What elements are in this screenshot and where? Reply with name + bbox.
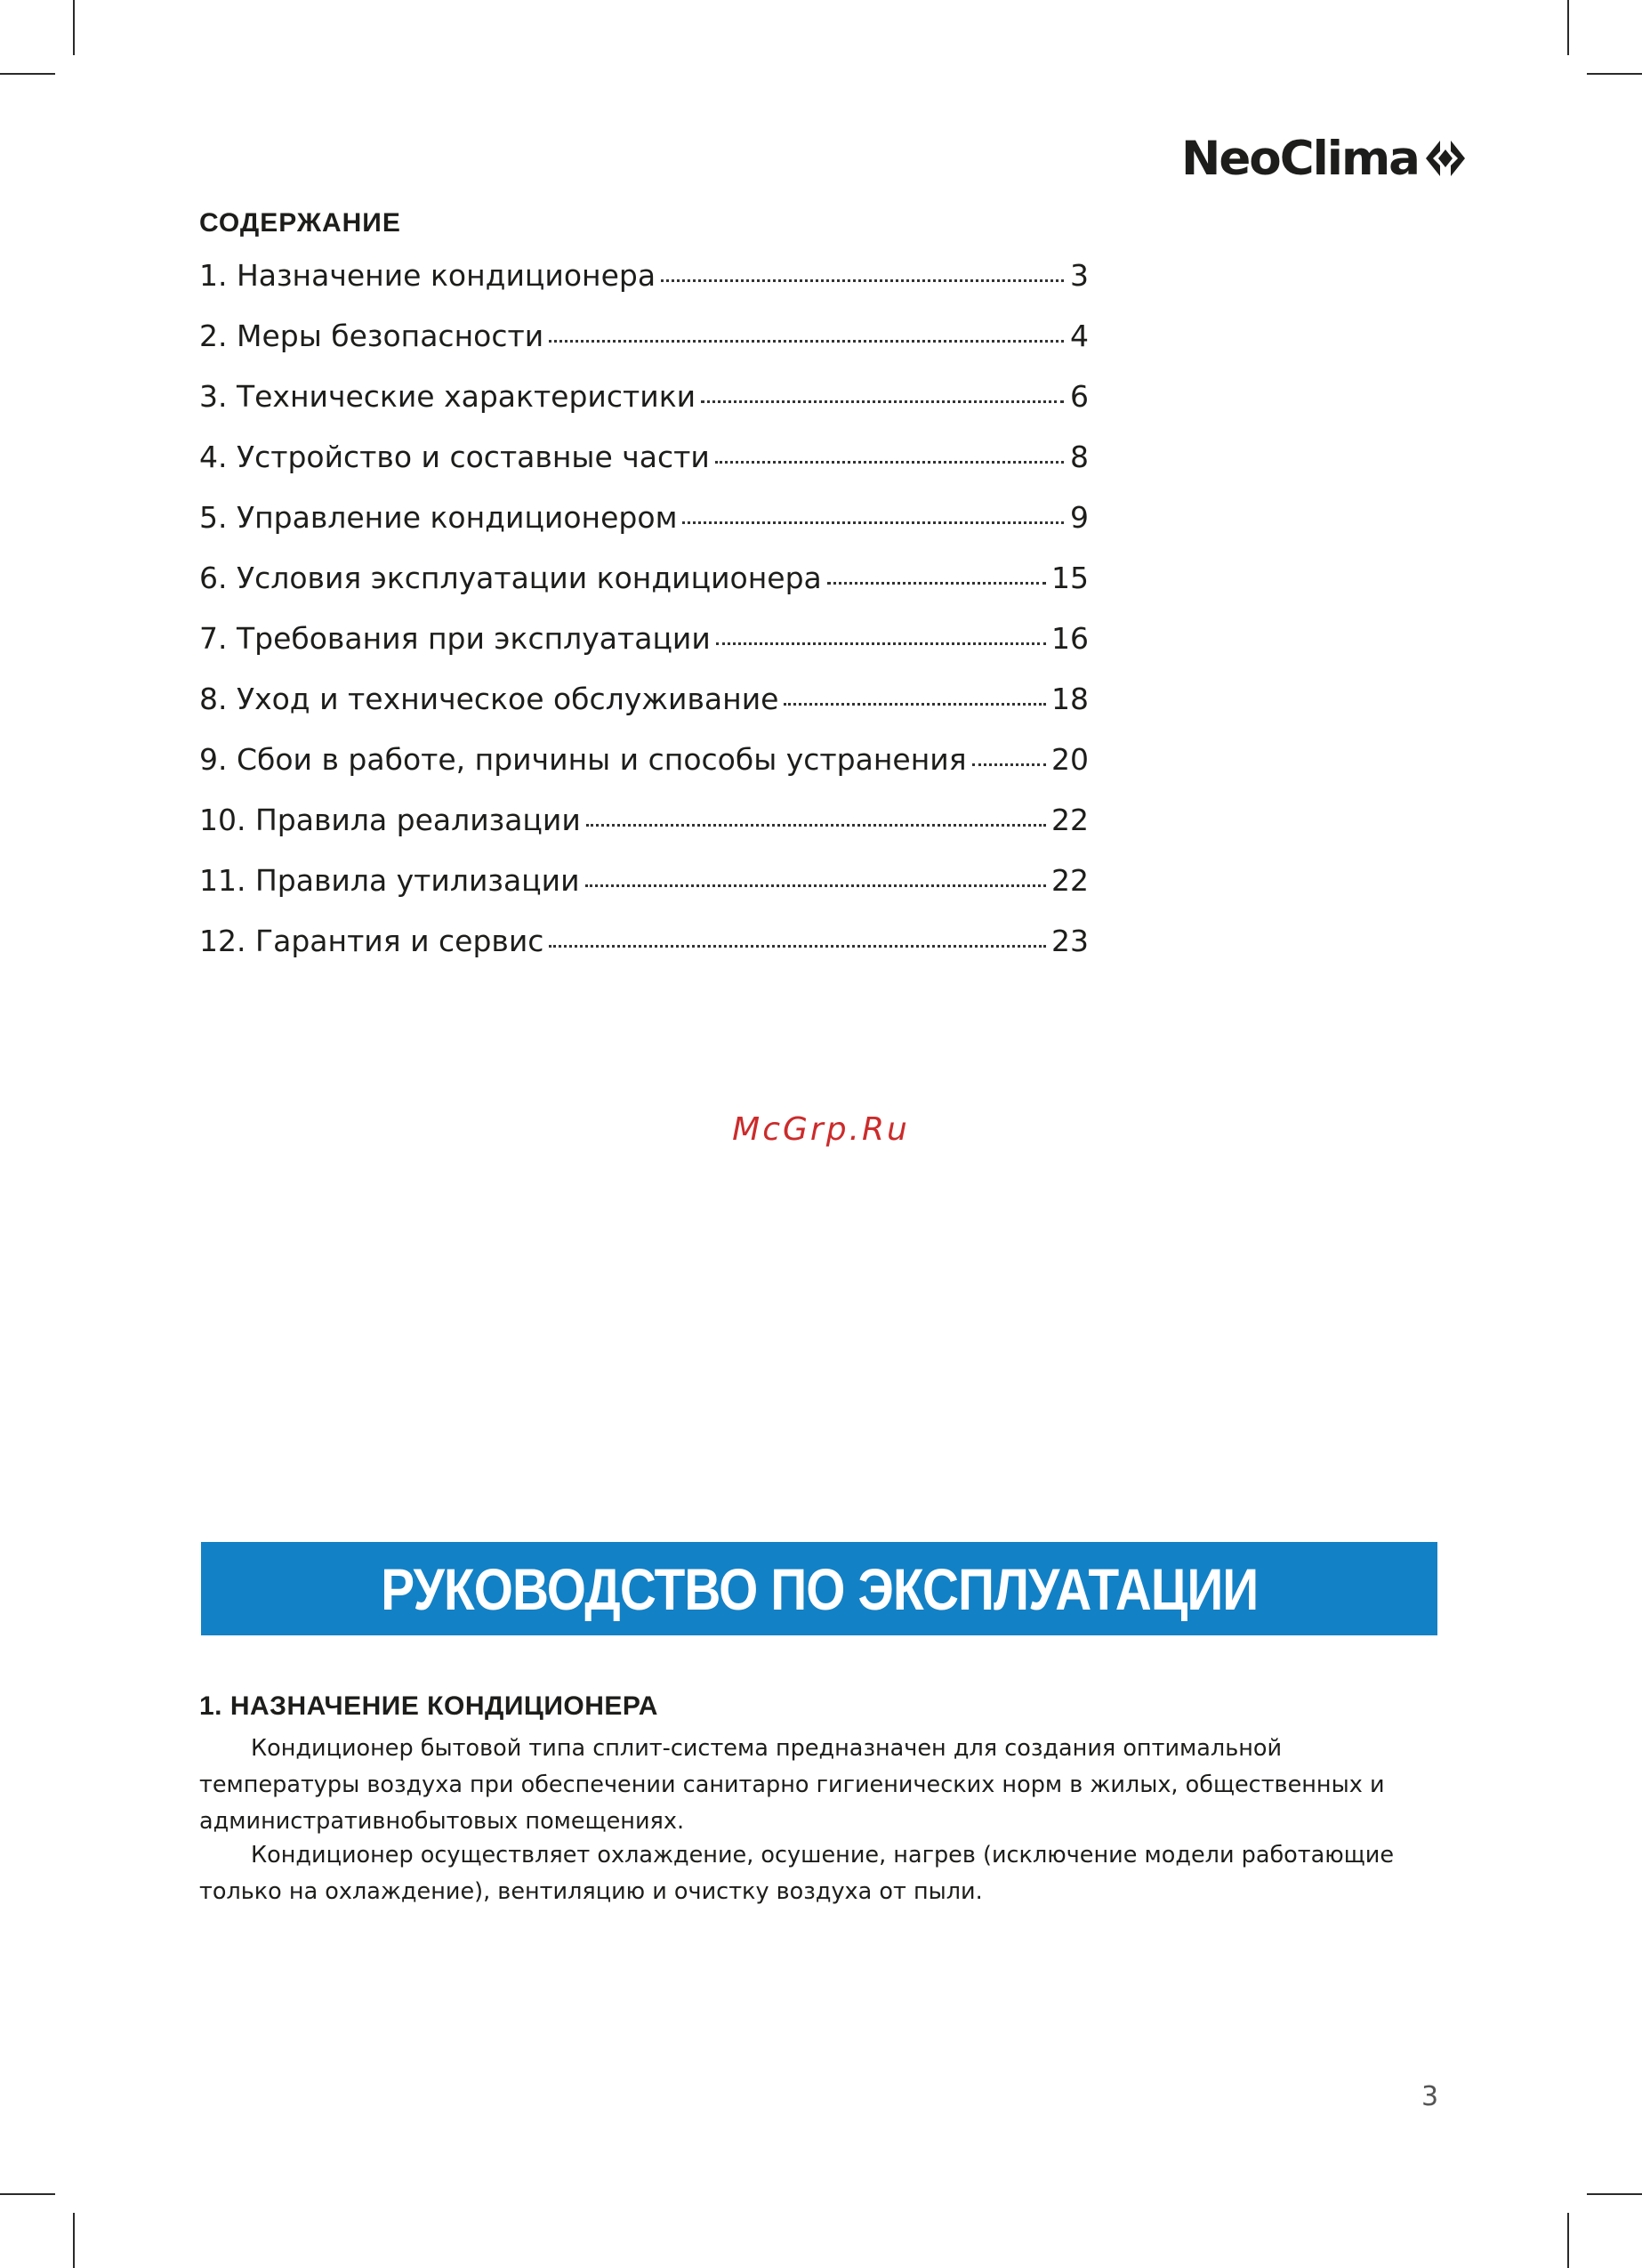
toc-leader-dots [585,884,1046,887]
toc-item[interactable] [199,500,1089,561]
toc-item-page: 8 [1070,440,1089,474]
toc-leader-dots [972,763,1046,766]
crop-mark-top-left [73,0,75,55]
toc-leader-dots [716,642,1046,645]
toc-item[interactable] [199,621,1089,682]
toc-item-title: 12. Гарантия и сервис [199,924,544,958]
toc-item[interactable] [199,682,1089,742]
section-banner [201,1542,1437,1635]
toc-item-page: 23 [1051,924,1089,958]
toc-item-page: 4 [1070,319,1089,353]
toc-item-title: 8. Уход и техническое обслуживание [199,682,779,716]
toc-item[interactable] [199,379,1089,440]
toc-item-title: 10. Правила реализации [199,803,581,837]
toc-item-page: 22 [1051,863,1089,898]
crop-mark-top-right [1567,0,1569,55]
toc-item[interactable] [199,863,1089,924]
banner-title: РУКОВОДСТВО ПО ЭКСПЛУАТАЦИИ [380,1555,1259,1622]
toc-item-title: 3. Технические характеристики [199,379,696,414]
toc-item[interactable] [199,258,1089,319]
crop-mark-bottom-right [1567,2213,1569,2268]
brand-logo [1181,132,1469,185]
toc-item-title: 7. Требования при эксплуатации [199,621,711,656]
toc-item[interactable] [199,440,1089,500]
table-of-contents [199,258,1089,984]
toc-item-title: 2. Меры безопасности [199,319,544,353]
toc-item-page: 9 [1070,500,1089,535]
toc-item-title: 9. Сбои в работе, причины и способы устранения [199,742,967,777]
crop-mark-bottom-left [73,2213,75,2268]
toc-leader-dots [682,521,1064,524]
toc-item-page: 20 [1051,742,1089,777]
toc-leader-dots [784,703,1046,706]
toc-leader-dots [661,279,1064,282]
section-paragraph-1: Кондиционер бытовой типа сплит-система предназначен для создания оптимальной температуры воздуха при обеспечении санитарно гигиенических норм в жилых, общественных и административнобытовых помещениях. [199,1735,1385,1835]
toc-heading: СОДЕРЖАНИЕ [199,208,401,238]
toc-leader-dots [549,945,1046,948]
toc-leader-dots [586,824,1046,827]
toc-item-page: 16 [1051,621,1089,656]
section-paragraph-2: Кондиционер осуществляет охлаждение, осушение, нагрев (исключение модели работающие только на охлаждение), вентиляцию и очистку воздуха от пыли. [199,1842,1395,1905]
crop-mark-bottom-right-h [1587,2193,1642,2195]
toc-item-title: 11. Правила утилизации [199,863,580,898]
neoclima-arrows-icon [1422,135,1469,182]
toc-item-title: 4. Устройство и составные части [199,440,710,474]
crop-mark-top-right-h [1587,73,1642,75]
toc-item-title: 1. Назначение кондиционера [199,258,656,293]
toc-leader-dots [549,340,1064,343]
toc-item[interactable] [199,561,1089,621]
toc-item-page: 3 [1070,258,1089,293]
crop-mark-bottom-left-h [0,2193,55,2195]
toc-item-page: 15 [1051,561,1089,595]
toc-item[interactable] [199,319,1089,379]
toc-item-title: 6. Условия эксплуатации кондиционера [199,561,822,595]
watermark: McGrp.Ru [732,1111,910,1148]
toc-item-page: 22 [1051,803,1089,837]
crop-mark-top-left-h [0,73,55,75]
toc-item[interactable] [199,924,1089,984]
toc-leader-dots [715,461,1064,464]
toc-item-page: 6 [1070,379,1089,414]
brand-name: NeoClima [1181,131,1419,186]
page-number: 3 [1421,2081,1439,2112]
toc-leader-dots [701,400,1064,403]
toc-item-page: 18 [1051,682,1089,716]
toc-leader-dots [827,582,1046,585]
toc-item[interactable] [199,803,1089,863]
toc-item-title: 5. Управление кондиционером [199,500,678,535]
toc-item[interactable] [199,742,1089,803]
section-heading: 1. НАЗНАЧЕНИЕ КОНДИЦИОНЕРА [199,1691,658,1721]
